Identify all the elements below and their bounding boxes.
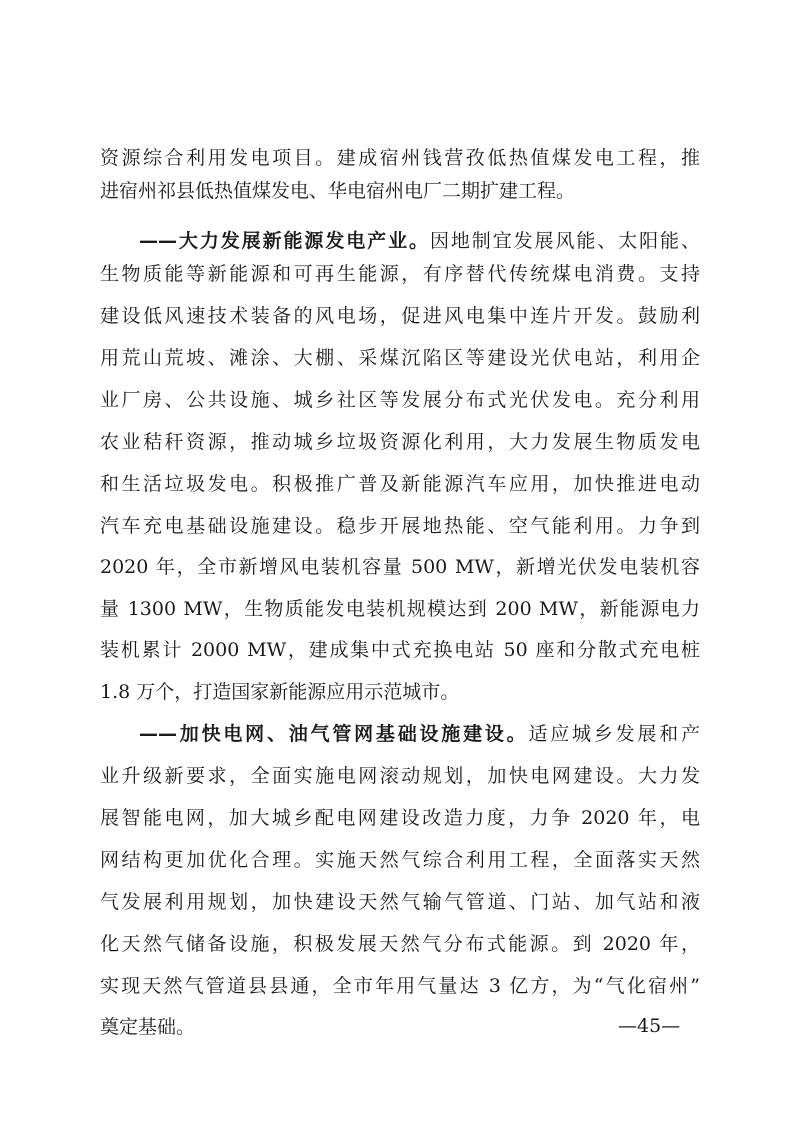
body-line: 用荒山荒坡、滩涂、大棚、采煤沉陷区等建设光伏电站，利用企	[100, 347, 700, 369]
body-line: 汽车充电基础设施建设。稳步开展地热能、空气能利用。力争到	[100, 515, 700, 537]
body-line: 网结构更加优化合理。实施天然气综合利用工程，全面落实天然	[100, 849, 700, 871]
body-line: 2020 年，全市新增风电装机容量 500 MW，新增光伏发电装机容	[100, 556, 700, 578]
body-line: 农业秸秆资源，推动城乡垃圾资源化利用，大力发展生物质发电	[100, 431, 700, 453]
body-line: 展智能电网，加大城乡配电网建设改造力度，力争 2020 年，电	[100, 807, 700, 829]
body-line: 建设低风速技术装备的风电场，促进风电集中连片开发。鼓励利	[100, 305, 700, 327]
body-line: 业厂房、公共设施、城乡社区等发展分布式光伏发电。充分利用	[100, 389, 700, 411]
body-line: 和生活垃圾发电。积极推广普及新能源汽车应用，加快推进电动	[100, 473, 700, 495]
section-heading: ——大力发展新能源发电产业。	[139, 230, 430, 252]
section-heading: ——加快电网、油气管网基础设施建设。	[139, 723, 529, 745]
body-line: 量 1300 MW，生物质能发电装机规模达到 200 MW，新能源电力	[100, 598, 700, 620]
body-line: 进宿州祁县低热值煤发电、华电宿州电厂二期扩建工程。	[100, 180, 576, 202]
body-line: 资源综合利用发电项目。建成宿州钱营孜低热值煤发电工程，推	[100, 147, 700, 169]
body-line: 装机累计 2000 MW，建成集中式充换电站 50 座和分散式充电桩	[100, 639, 700, 661]
body-text: 因地制宜发展风能、太阳能、	[429, 230, 700, 252]
body-line: 气发展利用规划，加快建设天然气输气管道、门站、加气站和液	[100, 891, 700, 913]
body-line: 实现天然气管道县县通，全市年用气量达 3 亿方，为“气化宿州”	[100, 975, 700, 997]
body-text: 适应城乡发展和产	[528, 723, 700, 745]
body-line: 奠定基础。	[100, 1016, 196, 1038]
page-number: —45—	[618, 1015, 681, 1037]
body-line: 生物质能等新能源和可再生能源，有序替代传统煤电消费。支持	[100, 263, 700, 285]
body-line: 业升级新要求，全面实施电网滚动规划，加快电网建设。大力发	[100, 765, 700, 787]
body-line: 1.8 万个，打造国家新能源应用示范城市。	[100, 681, 460, 703]
paragraph-first-line	[139, 721, 700, 747]
paragraph-first-line	[139, 228, 700, 254]
body-line: 化天然气储备设施，积极发展天然气分布式能源。到 2020 年，	[100, 933, 700, 955]
